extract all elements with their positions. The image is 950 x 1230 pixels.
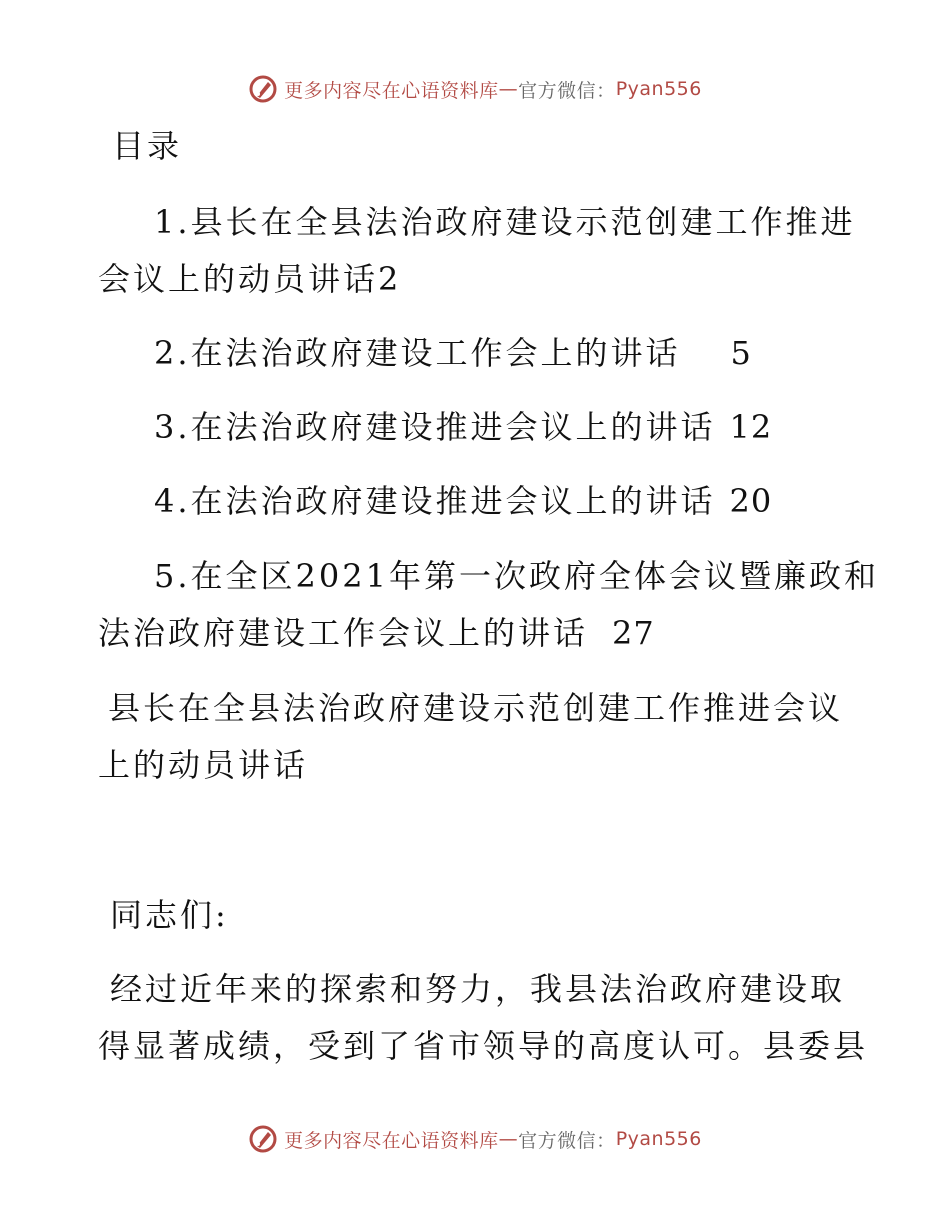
toc-item-1-text: 会议上的动员讲话 [98,260,379,298]
watermark-id: Pyan556 [615,1128,702,1150]
toc-item-1-page: 2 [378,260,400,298]
toc-item-2-text: 2.在法治政府建设工作会上的讲话 [154,334,681,372]
paragraph-line2: 得显著成绩，受到了省市领导的高度认可。县委县 [98,1027,869,1065]
paragraph-line1: 经过近年来的探索和努力，我县法治政府建设取 [110,970,846,1008]
watermark-separator: — [498,78,519,100]
toc-item-4-text: 4.在法治政府建设推进会议上的讲话 [154,482,716,520]
toc-item-5-line2 [98,613,950,653]
pen-logo-icon [248,74,278,104]
watermark-main-text: 更多内容尽在心语资料库 [284,1129,499,1152]
watermark-footer [0,1124,950,1154]
watermark-separator: — [498,1128,519,1150]
toc-item-4 [154,481,950,521]
watermark-id: Pyan556 [615,78,702,100]
toc-item-5-text: 法治政府建设工作会议上的讲话 [98,614,589,652]
toc-item-2-page: 5 [730,334,752,372]
toc-item-3-text: 3.在法治政府建设推进会议上的讲话 [154,408,716,446]
toc-item-4-page: 20 [729,482,773,520]
pen-logo-icon [248,1124,278,1154]
salutation: 同志们: [110,896,229,934]
toc-item-1-line2 [98,259,950,299]
watermark-header [0,74,950,104]
toc-item-3-page: 12 [729,408,773,446]
watermark-label: 官方微信： [518,1129,616,1152]
toc-item-1-line1: 1.县长在全县法治政府建设示范创建工作推进 [154,203,856,241]
article-title-line2: 上的动员讲话 [98,746,309,784]
article-title-line1: 县长在全县法治政府建设示范创建工作推进会议 [108,689,844,727]
watermark-label: 官方微信： [518,79,616,102]
toc-title: 目录 [112,127,183,165]
toc-item-5-page: 27 [612,614,655,652]
watermark-main-text: 更多内容尽在心语资料库 [284,79,499,102]
toc-item-3 [154,407,950,447]
toc-item-2 [154,333,950,373]
toc-item-5-line1: 5.在全区2021年第一次政府全体会议暨廉政和 [154,557,879,595]
